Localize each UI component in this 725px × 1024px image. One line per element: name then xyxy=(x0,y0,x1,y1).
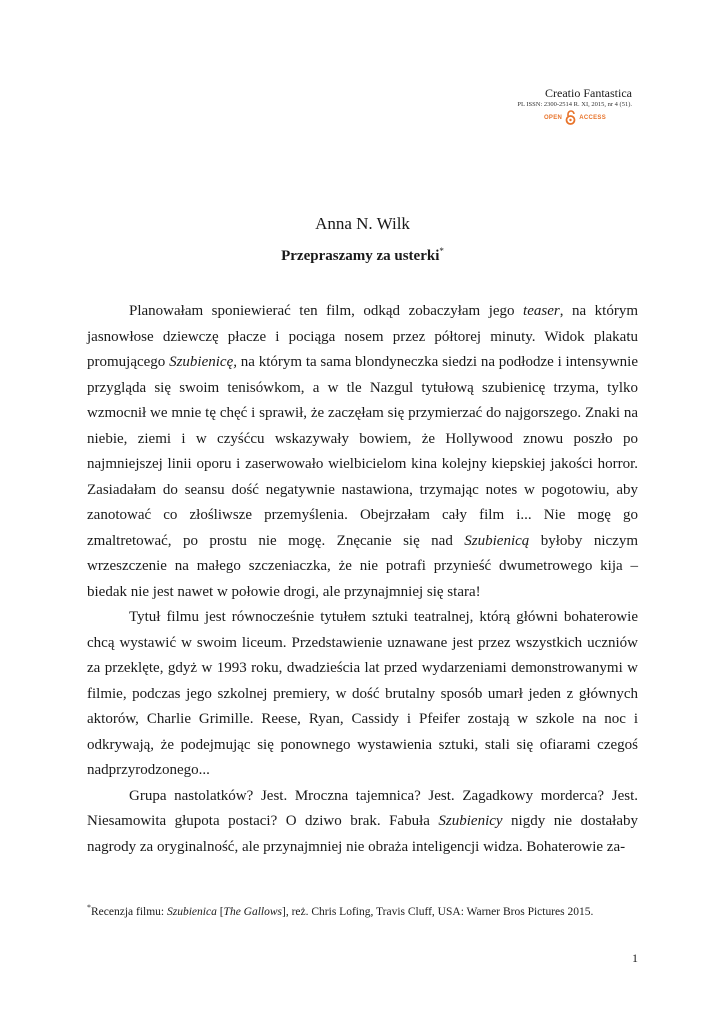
italic-text-run: The Gallows xyxy=(223,905,283,918)
body-paragraph xyxy=(87,605,638,784)
italic-text-run: Szubienicę, xyxy=(169,354,237,370)
article-title xyxy=(0,246,725,265)
article-title-text: Przepraszamy za usterki xyxy=(281,248,440,264)
journal-issn: PL ISSN: 2300-2514 R. XI, 2015, nr 4 (51). xyxy=(517,101,632,108)
text-run: nigdy nie dostałaby nagrody za oryginalność, ale przynajmniej nie obraża inteligencji widza. Bohaterowie za- xyxy=(87,813,638,855)
text-run: ], reż. Chris Lofing, Travis Cluff, USA: Warner Bros Pictures 2015. xyxy=(282,905,594,918)
italic-text-run: teaser xyxy=(523,303,560,319)
body-paragraph xyxy=(87,299,638,605)
body-paragraph xyxy=(87,784,638,861)
text-run: Tytuł filmu jest równocześnie tytułem sztuki teatralnej, którą główni bohaterowie chcą wystawić w swoim liceum. Przedstawienie uznawane jest przez wszystkich uczniów za przeklęte, gdyż w 1993 roku, dwadzieścia lat przed wydarzeniami demonstrowanymi w filmie, podczas jego szkolnej premiery, w dość brutalny sposób umarł jeden z głównych aktorów, Charlie Grimille. Reese, Ryan, Cassidy i Pfeifer zostają w szkole na noc i odkrywają, że podejmując się ponownego wystawienia sztuki, stali się ofiarami czegoś nadprzyrodzonego... xyxy=(87,609,638,778)
open-access-lock-icon xyxy=(565,110,576,125)
footnote xyxy=(87,901,647,919)
open-access-badge xyxy=(432,110,606,125)
text-run: Grupa nastolatków? Jest. Mroczna tajemnica? Jest. Zagadkowy morderca? Jest. Niesamowita głupota postaci? O dziwo brak. Fabuła xyxy=(87,787,638,829)
page-number: 1 xyxy=(632,951,638,965)
text-run: [ xyxy=(216,905,224,918)
text-run: na którym ta sama blondyneczka siedzi na podłodze i intensywnie przygląda się swoim tenisówkom, a w tle Nazgul tytułową szubienicę trzyma, tylko wzmocnił we mnie tę chęć i sprawił, że zaczęłam się przymierzać do najgorszego. Znaki na niebie, ziemi i w czyśćcu wskazywały bowiem, że Hollywood znowu poszło po najmniejszej linii oporu i zaserwowało wielbicielom kina kolejny kiepskiej jakości horror. Zasiadałam do seansu dość negatywnie nastawiona, trzymając notes w pogotowiu, aby zanotować co złośliwsze przemyślenia. Obejrzałam cały film i... Nie mogę go zmaltretować, po prostu nie mogę. Znęcanie się nad xyxy=(87,354,638,549)
italic-text-run: Szubienica xyxy=(167,905,217,918)
text-run: byłoby niczym wrzeszczenie na małego szczeniaczka, że nie potrafi przynieść dwumetrowego kija – biedak nie jest nawet w połowie drogi, ale przynajmniej się stara! xyxy=(87,532,638,600)
footnote-marker: * xyxy=(439,246,444,256)
author-name: Anna N. Wilk xyxy=(315,214,410,233)
open-access-access-label: ACCESS xyxy=(579,114,606,121)
journal-name: Creatio Fantastica xyxy=(545,86,632,100)
text-run: , na którym jasnowłose dziewczę płacze i pociąga nosem przez półtorej minuty. Widok plakatu promującego xyxy=(87,303,638,370)
footnote-marker: * xyxy=(87,903,91,912)
journal-header xyxy=(432,86,632,125)
open-access-open-label: OPEN xyxy=(543,114,563,121)
text-run: Planowałam sponiewierać ten film, odkąd zobaczyłam jego xyxy=(129,303,524,319)
article-body xyxy=(87,299,638,860)
text-run: Recenzja filmu: xyxy=(91,905,167,918)
italic-text-run: Szubienicą xyxy=(464,532,530,549)
italic-text-run: Szubienicy xyxy=(438,813,503,829)
